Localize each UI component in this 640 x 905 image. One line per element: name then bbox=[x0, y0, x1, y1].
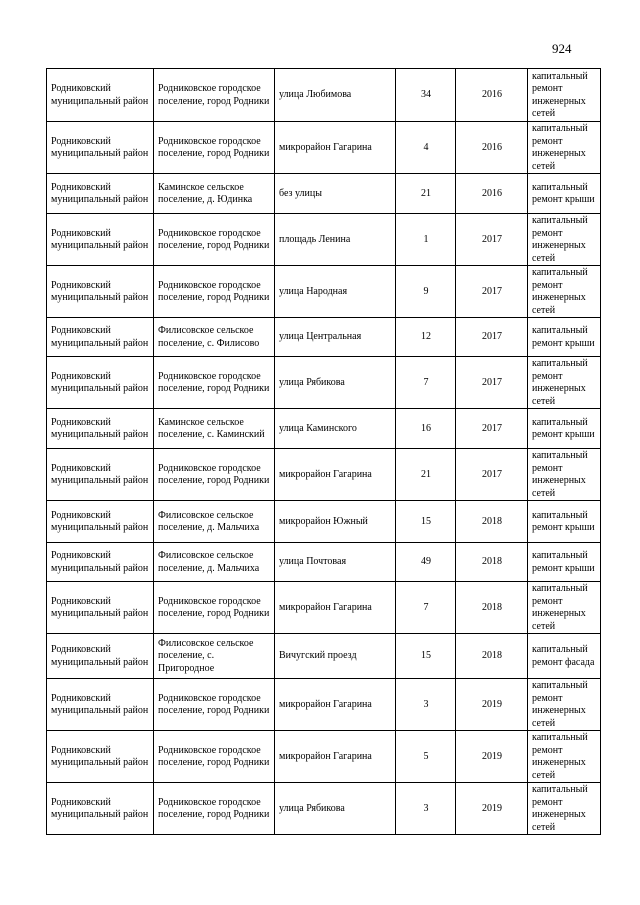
table-row bbox=[47, 122, 601, 174]
work-type-cell: капитальный ремонт инженерных сетей bbox=[528, 731, 601, 783]
table-row bbox=[47, 449, 601, 501]
settlement-cell: Филисовское сельское поселение, с. Пригородное bbox=[154, 634, 275, 679]
work-type-cell: капитальный ремонт крыши bbox=[528, 501, 601, 543]
repair-schedule-table bbox=[46, 68, 601, 835]
work-type-cell: капитальный ремонт инженерных сетей bbox=[528, 266, 601, 318]
year-cell: 2017 bbox=[456, 357, 528, 409]
year-cell: 2017 bbox=[456, 318, 528, 357]
year-cell: 2016 bbox=[456, 174, 528, 214]
table-row bbox=[47, 582, 601, 634]
house-number-cell: 34 bbox=[396, 69, 456, 122]
year-cell: 2019 bbox=[456, 783, 528, 835]
table-body bbox=[47, 69, 601, 835]
settlement-cell: Родниковское городское поселение, город Родники bbox=[154, 731, 275, 783]
house-number-cell: 15 bbox=[396, 634, 456, 679]
work-type-cell: капитальный ремонт фасада bbox=[528, 634, 601, 679]
district-cell: Родниковский муниципальный район bbox=[47, 679, 154, 731]
settlement-cell: Родниковское городское поселение, город Родники bbox=[154, 266, 275, 318]
settlement-cell: Родниковское городское поселение, город Родники bbox=[154, 122, 275, 174]
settlement-cell: Родниковское городское поселение, город Родники bbox=[154, 214, 275, 266]
district-cell: Родниковский муниципальный район bbox=[47, 266, 154, 318]
year-cell: 2018 bbox=[456, 634, 528, 679]
work-type-cell: капитальный ремонт инженерных сетей bbox=[528, 449, 601, 501]
house-number-cell: 4 bbox=[396, 122, 456, 174]
street-cell: микрорайон Гагарина bbox=[275, 449, 396, 501]
district-cell: Родниковский муниципальный район bbox=[47, 582, 154, 634]
district-cell: Родниковский муниципальный район bbox=[47, 543, 154, 582]
street-cell: улица Рябикова bbox=[275, 357, 396, 409]
district-cell: Родниковский муниципальный район bbox=[47, 357, 154, 409]
work-type-cell: капитальный ремонт инженерных сетей bbox=[528, 357, 601, 409]
settlement-cell: Родниковское городское поселение, город Родники bbox=[154, 582, 275, 634]
street-cell: без улицы bbox=[275, 174, 396, 214]
work-type-cell: капитальный ремонт инженерных сетей bbox=[528, 582, 601, 634]
street-cell: микрорайон Гагарина bbox=[275, 122, 396, 174]
district-cell: Родниковский муниципальный район bbox=[47, 174, 154, 214]
table-row bbox=[47, 543, 601, 582]
house-number-cell: 1 bbox=[396, 214, 456, 266]
settlement-cell: Каминское сельское поселение, с. Каминский bbox=[154, 409, 275, 449]
street-cell: микрорайон Гагарина bbox=[275, 679, 396, 731]
settlement-cell: Родниковское городское поселение, город Родники bbox=[154, 357, 275, 409]
work-type-cell: капитальный ремонт инженерных сетей bbox=[528, 783, 601, 835]
year-cell: 2017 bbox=[456, 214, 528, 266]
district-cell: Родниковский муниципальный район bbox=[47, 634, 154, 679]
table-row bbox=[47, 266, 601, 318]
settlement-cell: Филисовское сельское поселение, д. Мальчиха bbox=[154, 501, 275, 543]
district-cell: Родниковский муниципальный район bbox=[47, 731, 154, 783]
house-number-cell: 21 bbox=[396, 449, 456, 501]
street-cell: улица Рябикова bbox=[275, 783, 396, 835]
house-number-cell: 21 bbox=[396, 174, 456, 214]
year-cell: 2017 bbox=[456, 266, 528, 318]
street-cell: улица Почтовая bbox=[275, 543, 396, 582]
year-cell: 2017 bbox=[456, 449, 528, 501]
settlement-cell: Родниковское городское поселение, город Родники bbox=[154, 69, 275, 122]
work-type-cell: капитальный ремонт инженерных сетей bbox=[528, 679, 601, 731]
work-type-cell: капитальный ремонт крыши bbox=[528, 543, 601, 582]
table-row bbox=[47, 174, 601, 214]
table-row bbox=[47, 318, 601, 357]
settlement-cell: Филисовское сельское поселение, д. Мальчиха bbox=[154, 543, 275, 582]
year-cell: 2018 bbox=[456, 543, 528, 582]
street-cell: микрорайон Южный bbox=[275, 501, 396, 543]
table-row bbox=[47, 634, 601, 679]
work-type-cell: капитальный ремонт крыши bbox=[528, 318, 601, 357]
work-type-cell: капитальный ремонт инженерных сетей bbox=[528, 122, 601, 174]
page-number: 924 bbox=[552, 41, 572, 56]
year-cell: 2016 bbox=[456, 122, 528, 174]
street-cell: площадь Ленина bbox=[275, 214, 396, 266]
year-cell: 2019 bbox=[456, 679, 528, 731]
work-type-cell: капитальный ремонт крыши bbox=[528, 409, 601, 449]
street-cell: улица Народная bbox=[275, 266, 396, 318]
settlement-cell: Родниковское городское поселение, город Родники bbox=[154, 783, 275, 835]
house-number-cell: 12 bbox=[396, 318, 456, 357]
house-number-cell: 15 bbox=[396, 501, 456, 543]
district-cell: Родниковский муниципальный район bbox=[47, 69, 154, 122]
district-cell: Родниковский муниципальный район bbox=[47, 501, 154, 543]
year-cell: 2016 bbox=[456, 69, 528, 122]
district-cell: Родниковский муниципальный район bbox=[47, 449, 154, 501]
district-cell: Родниковский муниципальный район bbox=[47, 409, 154, 449]
table-row bbox=[47, 409, 601, 449]
table-row bbox=[47, 679, 601, 731]
street-cell: улица Центральная bbox=[275, 318, 396, 357]
year-cell: 2017 bbox=[456, 409, 528, 449]
settlement-cell: Каминское сельское поселение, д. Юдинка bbox=[154, 174, 275, 214]
work-type-cell: капитальный ремонт инженерных сетей bbox=[528, 69, 601, 122]
house-number-cell: 16 bbox=[396, 409, 456, 449]
settlement-cell: Родниковское городское поселение, город Родники bbox=[154, 449, 275, 501]
settlement-cell: Филисовское сельское поселение, с. Филисово bbox=[154, 318, 275, 357]
house-number-cell: 5 bbox=[396, 731, 456, 783]
year-cell: 2018 bbox=[456, 501, 528, 543]
table-row bbox=[47, 69, 601, 122]
table-row bbox=[47, 731, 601, 783]
work-type-cell: капитальный ремонт крыши bbox=[528, 174, 601, 214]
street-cell: Вичугский проезд bbox=[275, 634, 396, 679]
work-type-cell: капитальный ремонт инженерных сетей bbox=[528, 214, 601, 266]
table-row bbox=[47, 501, 601, 543]
district-cell: Родниковский муниципальный район bbox=[47, 783, 154, 835]
house-number-cell: 7 bbox=[396, 357, 456, 409]
street-cell: улица Любимова bbox=[275, 69, 396, 122]
year-cell: 2019 bbox=[456, 731, 528, 783]
year-cell: 2018 bbox=[456, 582, 528, 634]
settlement-cell: Родниковское городское поселение, город Родники bbox=[154, 679, 275, 731]
street-cell: микрорайон Гагарина bbox=[275, 582, 396, 634]
table-row bbox=[47, 783, 601, 835]
street-cell: микрорайон Гагарина bbox=[275, 731, 396, 783]
house-number-cell: 7 bbox=[396, 582, 456, 634]
street-cell: улица Каминского bbox=[275, 409, 396, 449]
district-cell: Родниковский муниципальный район bbox=[47, 214, 154, 266]
house-number-cell: 3 bbox=[396, 783, 456, 835]
table-row bbox=[47, 214, 601, 266]
house-number-cell: 9 bbox=[396, 266, 456, 318]
house-number-cell: 3 bbox=[396, 679, 456, 731]
district-cell: Родниковский муниципальный район bbox=[47, 122, 154, 174]
district-cell: Родниковский муниципальный район bbox=[47, 318, 154, 357]
house-number-cell: 49 bbox=[396, 543, 456, 582]
table-row bbox=[47, 357, 601, 409]
